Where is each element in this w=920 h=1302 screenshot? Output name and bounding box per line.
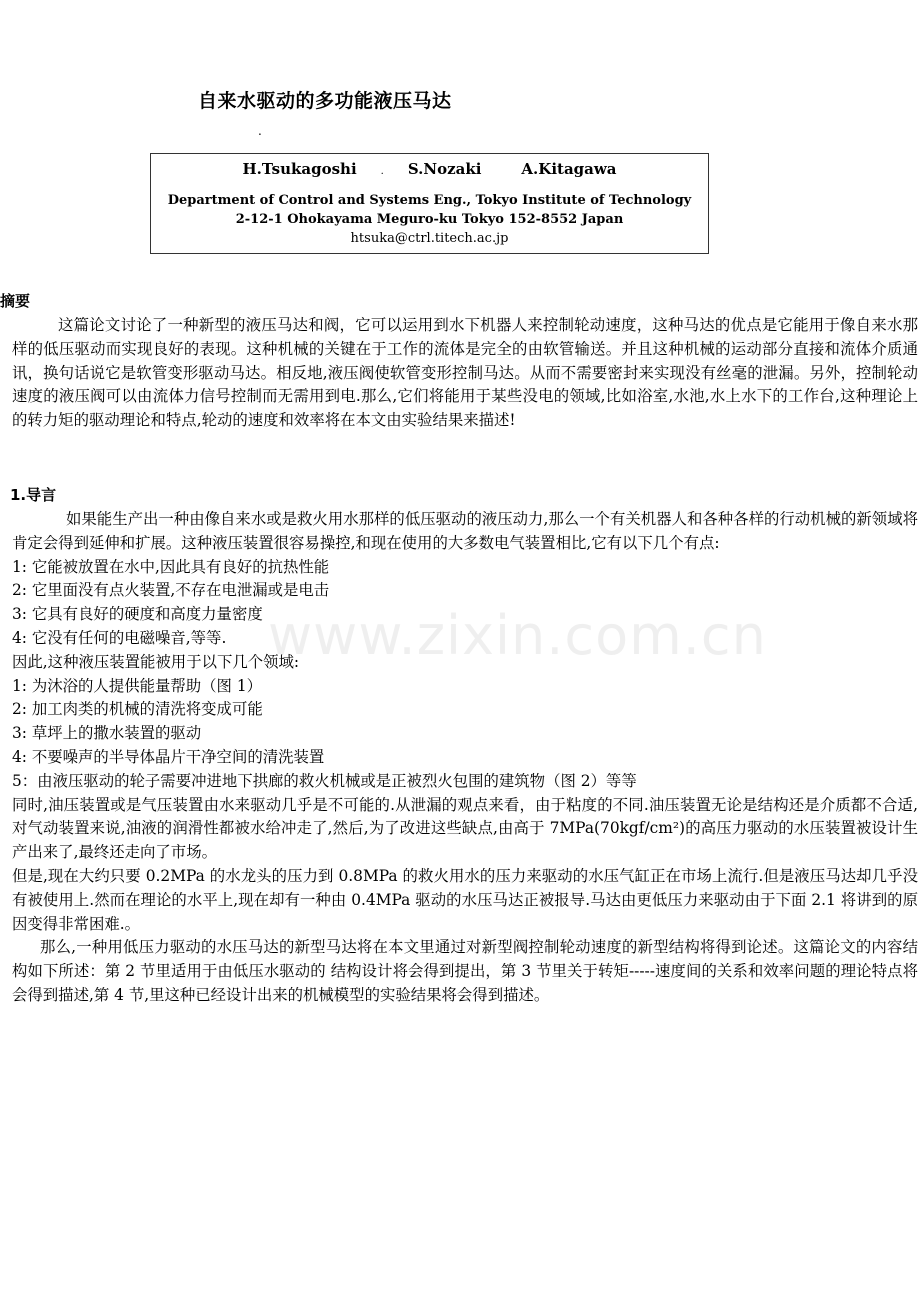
author-box — [150, 153, 709, 254]
intro-paragraph-4: 但是,现在大约只要 0.2MPa 的水龙头的压力到 0.8MPa 的救火用水的压力来驱动的水压气缸正在市场上流行.但是液压马达却几乎没有被使用上.然而在理论的水平上,现在却有一种由 0.4MPa 驱动的水压马达正被报导.马达由更低压力来驱动由于下面 2.1 将讲到的原因变得非常困难.。 — [12, 866, 918, 933]
author-list — [151, 160, 708, 178]
intro-section — [12, 508, 918, 1008]
intro-paragraph-3: 同时,油压装置或是气压装置由水来驱动几乎是不可能的.从泄漏的观点来看，由于粘度的不同.油压装置无论是结构还是介质都不合适,对气动装置来说,油液的润滑性都被水给冲走了,然后,为了改进这些缺点,由高于 7MPa(70kgf/cm²)的高压力驱动的水压装置被设计生产出来了,最终还走向了市场。 — [12, 795, 918, 862]
application-item-3: 3: 草坪上的撒水装置的驱动 — [12, 724, 202, 743]
author-2: S.Nozaki — [407, 160, 482, 178]
intro-paragraph-1: 如果能生产出一种由像自来水或是救火用水那样的低压驱动的液压动力,那么一个有关机器人和各种各样的行动机械的新领域将肯定会得到延伸和扩展。这种液压装置很容易操控,和现在使用的大多数电气装置相比,它有以下几个有点: — [12, 510, 918, 552]
abstract-section — [12, 314, 918, 433]
paper-title: 自来水驱动的多功能液压马达 — [198, 90, 452, 112]
advantage-item-4: 4: 它没有任何的电磁噪音,等等. — [12, 628, 227, 647]
intro-heading: 1.导言 — [10, 486, 57, 504]
advantage-item-3: 3: 它具有良好的硬度和高度力量密度 — [12, 605, 263, 624]
application-item-1: 1: 为沐浴的人提供能量帮助（图 1） — [12, 676, 263, 695]
application-item-4: 4: 不要噪声的半导体晶片干净空间的清洗装置 — [12, 747, 325, 766]
advantage-item-1: 1: 它能被放置在水中,因此具有良好的抗热性能 — [12, 557, 330, 576]
advantage-item-2: 2: 它里面没有点火装置,不存在电泄漏或是电击 — [12, 581, 330, 600]
author-3: A.Kitagawa — [521, 160, 617, 178]
intro-paragraph-5: 那么,一种用低压力驱动的水压马达的新型马达将在本文里通过对新型阀控制轮动速度的新型结构将得到论述。这篇论文的内容结构如下所述：第 2 节里适用于由低压水驱动的 结构设计将会得到提出，第 3 节里关于转矩-----速度间的关系和效率问题的理论特点将会得到描述,第 4 节,里这种已经设计出来的机械模型的实验结果将会得到描述。 — [12, 938, 918, 1004]
author-separator: . — [380, 166, 384, 177]
application-item-5: 5：由液压驱动的轮子需要冲进地下拱廊的救火机械或是正被烈火包围的建筑物（图 2）等等 — [12, 771, 637, 790]
affiliation-line-2: 2-12-1 Ohokayama Meguro-ku Tokyo 152-8552 Japan — [235, 212, 624, 227]
abstract-heading: 摘要 — [0, 292, 31, 310]
author-email: htsuka@ctrl.titech.ac.jp — [350, 231, 509, 246]
title-dot: . — [258, 124, 262, 138]
watermark: www.zixin.com.cn — [268, 604, 767, 667]
author-1: H.Tsukagoshi — [242, 160, 357, 178]
application-item-2: 2: 加工肉类的机械的清洗将变成可能 — [12, 700, 263, 719]
abstract-text: 这篇论文讨论了一种新型的液压马达和阀，它可以运用到水下机器人来控制轮动速度，这种马达的优点是它能用于像自来水那样的低压驱动而实现良好的表现。这种机械的关键在于工作的流体是完全的由软管输送。并且这种机械的运动部分直接和流体介质通讯，换句话说它是软管变形驱动马达。相反地,液压阀使软管变形控制马达。从而不需要密封来实现没有丝毫的泄漏。另外，控制轮动速度的液压阀可以由流体力信号控制而无需用到电.那么,它们将能用于某些没电的领域,比如浴室,水池,水上水下的工作台,这种理论上的转力矩的驱动理论和特点,轮动的速度和效率将在本文由实验结果来描述! — [12, 316, 918, 430]
affiliation-line-1: Department of Control and Systems Eng., Tokyo Institute of Technology — [167, 193, 692, 208]
intro-paragraph-2: 因此,这种液压装置能被用于以下几个领域: — [12, 652, 300, 671]
